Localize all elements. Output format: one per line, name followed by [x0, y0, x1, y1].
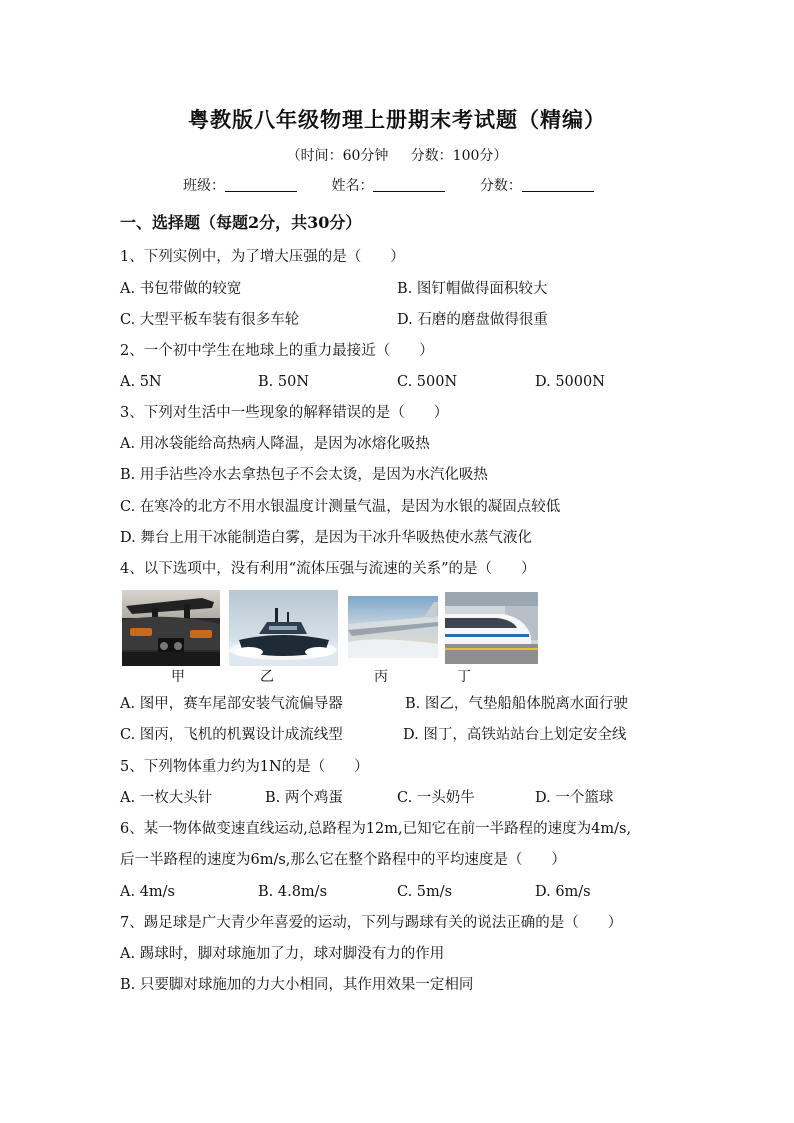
high-speed-train-image: [445, 592, 538, 664]
class-blank: [225, 177, 297, 192]
caption-bing: 丙: [374, 669, 388, 685]
q7-stem: 7、踢足球是广大青少年喜爱的运动，下列与踢球有关的说法正确的是（ ）: [120, 915, 623, 931]
q1-option-d: D. 石磨的磨盘做得很重: [397, 312, 548, 328]
name-blank: [373, 177, 445, 192]
q5-option-a: A. 一枚大头针: [120, 790, 213, 806]
q6-option-c: C. 5m/s: [397, 884, 453, 900]
race-car-image: [122, 590, 220, 666]
q7-option-a: A. 踢球时，脚对球施加了力，球对脚没有力的作用: [120, 946, 445, 962]
q3-stem: 3、下列对生活中一些现象的解释错误的是（ ）: [120, 405, 449, 421]
q4-option-c: C. 图丙，飞机的机翼设计成流线型: [120, 727, 343, 743]
q6-option-a: A. 4m/s: [120, 884, 175, 900]
q6-stem-line1: 6、某一物体做变速直线运动,总路程为12m,已知它在前一半路程的速度为4m/s,: [120, 821, 632, 837]
q5-option-b: B. 两个鸡蛋: [265, 790, 343, 806]
q1-option-a: A. 书包带做的较宽: [120, 281, 242, 297]
q5-option-c: C. 一头奶牛: [397, 790, 475, 806]
q1-stem: 1、下列实例中，为了增大压强的是（ ）: [120, 249, 405, 265]
q4-option-a: A. 图甲，赛车尾部安装气流偏导器: [120, 696, 343, 712]
q6-option-b: B. 4.8m/s: [258, 884, 328, 900]
q2-option-b: B. 50N: [258, 374, 310, 390]
name-label: 姓名：: [331, 178, 374, 194]
page-title: 粤教版八年级物理上册期末考试题（精编）: [188, 107, 606, 132]
q1-option-b: B. 图钉帽做得面积较大: [397, 281, 548, 297]
q3-option-b: B. 用手沾些冷水去拿热包子不会太烫，是因为水汽化吸热: [120, 467, 488, 483]
q2-option-a: A. 5N: [120, 374, 162, 390]
class-label: 班级：: [183, 178, 225, 194]
q3-option-a: A. 用冰袋能给高热病人降温，是因为冰熔化吸热: [120, 436, 430, 452]
q3-option-d: D. 舞台上用干冰能制造白雾，是因为干冰升华吸热使水蒸气液化: [120, 530, 532, 546]
section-heading-choice: 一、选择题（每题2分，共30分）: [120, 213, 362, 232]
q2-option-d: D. 5000N: [535, 374, 605, 390]
hovercraft-image: [229, 590, 338, 666]
q5-option-d: D. 一个篮球: [535, 790, 614, 806]
q5-stem: 5、下列物体重力约为1N的是（ ）: [120, 759, 369, 775]
airplane-wing-image: [348, 596, 438, 658]
q2-stem: 2、一个初中学生在地球上的重力最接近（ ）: [120, 343, 434, 359]
q4-option-b: B. 图乙，气垫船船体脱离水面行驶: [405, 696, 628, 712]
score-blank: [522, 177, 594, 192]
q2-option-c: C. 500N: [397, 374, 458, 390]
q1-option-c: C. 大型平板车装有很多车轮: [120, 312, 300, 328]
score-label: 分数：: [479, 178, 522, 194]
q7-option-b: B. 只要脚对球施加的力大小相同，其作用效果一定相同: [120, 977, 474, 993]
student-info-row: [183, 175, 594, 195]
q3-option-c: C. 在寒冷的北方不用水银温度计测量气温，是因为水银的凝固点较低: [120, 499, 561, 515]
caption-jia: 甲: [171, 669, 185, 685]
caption-yi: 乙: [260, 669, 274, 685]
q4-stem: 4、以下选项中，没有利用“流体压强与流速的关系”的是（ ）: [120, 561, 536, 577]
q4-option-d: D. 图丁，高铁站站台上划定安全线: [403, 727, 627, 743]
caption-ding: 丁: [457, 669, 471, 685]
exam-subtitle: （时间：60分钟 分数：100分）: [286, 148, 508, 164]
q6-option-d: D. 6m/s: [535, 884, 591, 900]
q6-stem-line2: 后一半路程的速度为6m/s,那么它在整个路程中的平均速度是（ ）: [120, 852, 566, 868]
